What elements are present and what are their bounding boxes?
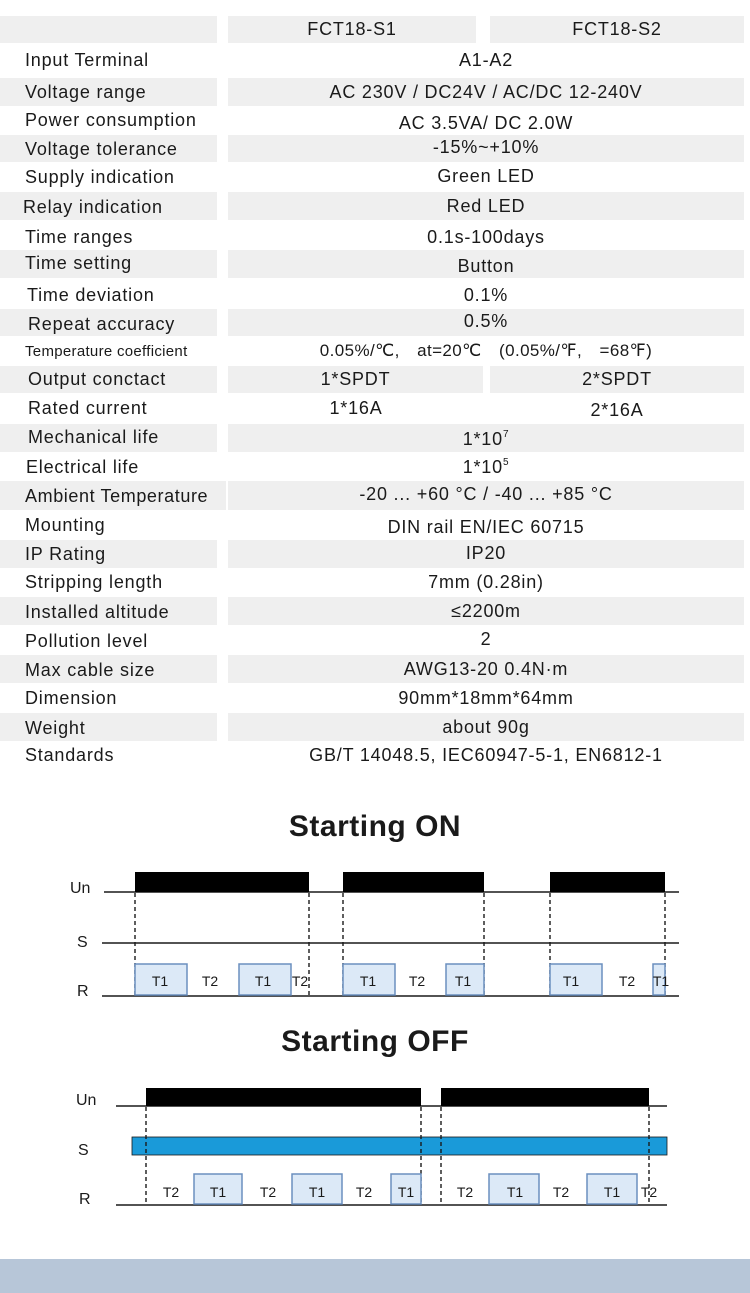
pulse-label: T1 bbox=[151, 973, 169, 989]
spec-value: 0.1% bbox=[463, 285, 509, 305]
spec-value: 0.05%/℃, at=20℃ (0.05%/℉, =68℉) bbox=[319, 341, 653, 360]
spec-row-supply-indication bbox=[0, 163, 750, 190]
header-blank-cell bbox=[0, 16, 217, 43]
spec-label: Stripping length bbox=[25, 572, 163, 592]
spec-value: AC 3.5VA/ DC 2.0W bbox=[398, 113, 574, 133]
spec-row-relay-indication bbox=[0, 192, 750, 220]
spec-label: Output conctact bbox=[0, 366, 217, 393]
spec-row-voltage-range bbox=[0, 78, 750, 106]
signal-label-r: R bbox=[77, 983, 89, 1000]
footer-band bbox=[0, 1259, 750, 1293]
spec-value: AC 230V / DC24V / AC/DC 12-240V bbox=[228, 78, 744, 106]
pulse-label: T1 bbox=[652, 973, 670, 989]
spec-label: Rated current bbox=[28, 398, 148, 418]
spec-label: Repeat accuracy bbox=[0, 309, 217, 336]
spec-row-voltage-tolerance bbox=[0, 135, 750, 162]
pulse-label: T1 bbox=[454, 973, 472, 989]
spec-value: 90mm*18mm*64mm bbox=[398, 688, 574, 708]
pulse-label: T2 bbox=[201, 973, 219, 989]
pulse-label: T1 bbox=[254, 973, 272, 989]
spec-label: IP Rating bbox=[0, 540, 217, 568]
spec-label: Temperature coefficient bbox=[25, 343, 188, 360]
pulse-label: T1 bbox=[308, 1184, 326, 1200]
spec-row-time-setting bbox=[0, 250, 750, 278]
spec-value: IP20 bbox=[228, 540, 744, 568]
spec-value: Red LED bbox=[228, 192, 744, 220]
pulse-label: T1 bbox=[209, 1184, 227, 1200]
s-signal-bar bbox=[132, 1137, 667, 1155]
spec-row-ambient-temperature bbox=[0, 481, 750, 510]
spec-value-s1: 1*SPDT bbox=[228, 366, 483, 393]
spec-value-s1: 1*16A bbox=[329, 398, 383, 418]
pulse-label: T2 bbox=[259, 1184, 277, 1200]
model-2-header: FCT18-S2 bbox=[490, 16, 744, 43]
spec-row-rated-current bbox=[0, 395, 750, 423]
spec-label: Time deviation bbox=[27, 285, 155, 305]
spec-value bbox=[228, 453, 744, 481]
spec-label: Input Terminal bbox=[25, 50, 149, 70]
pulse-label: T2 bbox=[456, 1184, 474, 1200]
pulse-label: T2 bbox=[640, 1184, 658, 1200]
spec-value: -20 ... +60 °C / -40 ... +85 °C bbox=[228, 481, 744, 510]
spec-row-pollution-level bbox=[0, 626, 750, 654]
pulse-label: T1 bbox=[397, 1184, 415, 1200]
spec-row-time-deviation bbox=[0, 280, 750, 308]
spec-value: DIN rail EN/IEC 60715 bbox=[387, 517, 585, 537]
spec-label: Time ranges bbox=[25, 227, 134, 247]
spec-value bbox=[228, 424, 744, 452]
spec-label: Mechanical life bbox=[0, 424, 217, 452]
spec-value-s2: 2*16A bbox=[590, 400, 644, 420]
signal-label-un: Un bbox=[70, 880, 91, 897]
spec-value-base: 1*10 bbox=[462, 457, 503, 477]
spec-row-repeat-accuracy bbox=[0, 309, 750, 336]
spec-value: ≤2200m bbox=[228, 597, 744, 625]
spec-value: 2 bbox=[480, 629, 492, 649]
timing-diagram-off bbox=[0, 1080, 750, 1240]
spec-label: Time setting bbox=[0, 250, 217, 278]
spec-label: Pollution level bbox=[25, 631, 149, 651]
spec-value-exponent: 7 bbox=[502, 429, 510, 440]
spec-row-mechanical-life bbox=[0, 424, 750, 452]
spec-row-dimension bbox=[0, 684, 750, 712]
pulse-label: T2 bbox=[162, 1184, 180, 1200]
spec-label: Voltage tolerance bbox=[0, 135, 217, 162]
spec-label: Relay indication bbox=[0, 192, 217, 220]
pulse-label: T2 bbox=[355, 1184, 373, 1200]
spec-row-standards bbox=[0, 742, 750, 770]
table-header-row bbox=[0, 16, 750, 43]
spec-row-power-consumption bbox=[0, 107, 750, 134]
spec-row-input-terminal bbox=[0, 47, 750, 73]
spec-row-ip-rating bbox=[0, 540, 750, 568]
signal-label-un: Un bbox=[76, 1092, 97, 1109]
spec-row-installed-altitude bbox=[0, 597, 750, 625]
spec-row-temperature-coefficient bbox=[0, 338, 750, 366]
spec-value: GB/T 14048.5, IEC60947-5-1, EN6812-1 bbox=[309, 745, 663, 765]
spec-value-s2: 2*SPDT bbox=[490, 366, 744, 393]
spec-label: Installed altitude bbox=[0, 597, 217, 625]
signal-label-s: S bbox=[77, 934, 88, 951]
spec-value: Button bbox=[228, 250, 744, 278]
spec-label: Mounting bbox=[25, 515, 106, 535]
spec-row-time-ranges bbox=[0, 222, 750, 249]
pulse-label: T1 bbox=[506, 1184, 524, 1200]
spec-value: about 90g bbox=[228, 713, 744, 741]
spec-value-base: 1*10 bbox=[462, 429, 503, 449]
spec-label: Ambient Temperature bbox=[0, 481, 226, 510]
pulse-label: T2 bbox=[552, 1184, 570, 1200]
model-1-header: FCT18-S1 bbox=[228, 16, 476, 43]
spec-value: 7mm (0.28in) bbox=[428, 572, 544, 592]
spec-label: Power consumption bbox=[25, 110, 197, 130]
pulse-label: T2 bbox=[291, 973, 309, 989]
signal-label-r: R bbox=[79, 1191, 91, 1208]
spec-label: Supply indication bbox=[25, 167, 175, 187]
pulse-label: T1 bbox=[359, 973, 377, 989]
spec-value: 0.1s-100days bbox=[427, 227, 545, 247]
diagram-on-title: Starting ON bbox=[288, 810, 462, 843]
spec-row-stripping-length bbox=[0, 569, 750, 596]
spec-value: -15%~+10% bbox=[228, 135, 744, 162]
diagram-off-title: Starting OFF bbox=[281, 1025, 469, 1058]
pulse-label: T2 bbox=[408, 973, 426, 989]
spec-label: Electrical life bbox=[26, 457, 140, 477]
spec-label: Weight bbox=[0, 713, 217, 741]
spec-row-max-cable-size bbox=[0, 655, 750, 683]
spec-label: Dimension bbox=[25, 688, 118, 708]
spec-row-mounting bbox=[0, 511, 750, 539]
spec-row-weight bbox=[0, 713, 750, 741]
spec-label: Voltage range bbox=[0, 78, 217, 106]
pulse-label: T1 bbox=[603, 1184, 621, 1200]
spec-value: A1-A2 bbox=[458, 50, 514, 70]
spec-value: AWG13-20 0.4N·m bbox=[228, 655, 744, 683]
spec-value-exponent: 5 bbox=[502, 457, 510, 468]
spec-value: 0.5% bbox=[228, 309, 744, 336]
spec-row-electrical-life bbox=[0, 453, 750, 481]
signal-label-s: S bbox=[78, 1142, 89, 1159]
spec-value: Green LED bbox=[437, 166, 535, 186]
spec-label: Standards bbox=[25, 745, 115, 765]
spec-label: Max cable size bbox=[0, 655, 217, 683]
spec-row-output-contact bbox=[0, 366, 750, 393]
pulse-label: T2 bbox=[618, 973, 636, 989]
pulse-label: T1 bbox=[562, 973, 580, 989]
